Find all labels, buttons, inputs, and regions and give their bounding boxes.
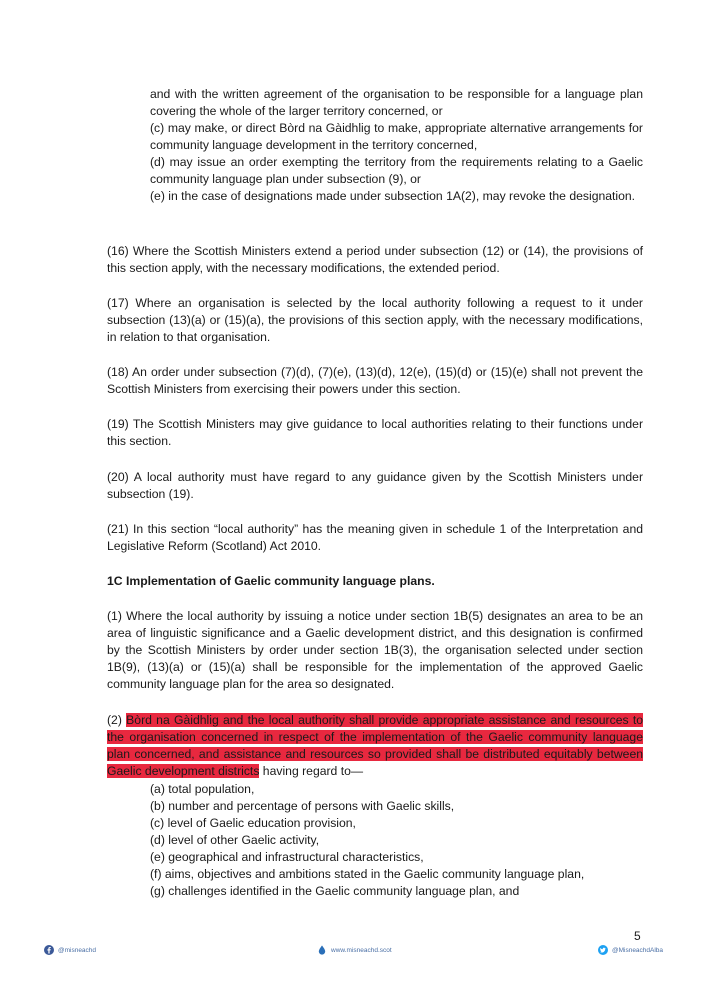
footer-facebook[interactable] [44, 945, 96, 955]
water-drop-icon [317, 945, 327, 955]
paragraph-19: (19) The Scottish Ministers may give guidance to local authorities relating to their functions under this section. [107, 417, 643, 448]
twitter-icon [598, 945, 608, 955]
criteria-list [150, 781, 643, 900]
list-item-d: (d) may issue an order exempting the territory from the requirements relating to a Gaelic community language plan under subsection (9), or [150, 155, 643, 186]
paragraph-number: (2) [107, 713, 127, 727]
paragraph-20: (20) A local authority must have regard to any guidance given by the Scottish Ministers under subsection (19). [107, 470, 643, 501]
block-15-continuation [150, 86, 643, 205]
footer-twitter-label: @MisneachdAlba [612, 946, 664, 954]
criteria-item-g: (g) challenges identified in the Gaelic community language plan, and [150, 884, 520, 898]
page-number: 5 [634, 929, 641, 943]
paragraph-16: (16) Where the Scottish Ministers extend a period under subsection (12) or (14), the provisions of this section apply, with the necessary modifications, the extended period. [107, 244, 643, 275]
footer-website[interactable] [317, 945, 392, 955]
paragraph-18: (18) An order under subsection (7)(d), (7)(e), (13)(d), 12(e), (15)(d) or (15)(e) shall not prevent the Scottish Ministers from exercising their powers under this section. [107, 365, 643, 396]
criteria-item-e: (e) geographical and infrastructural characteristics, [150, 850, 424, 864]
text-line-continuation: and with the written agreement of the organisation to be responsible for a language plan covering the whole of the larger territory concerned, or [150, 87, 643, 118]
criteria-item-f: (f) aims, objectives and ambitions stated in the Gaelic community language plan, [150, 867, 585, 881]
paragraph-rest: having regard to— [259, 764, 364, 778]
criteria-item-d: (d) level of other Gaelic activity, [150, 833, 320, 847]
criteria-item-b: (b) number and percentage of persons with Gaelic skills, [150, 799, 455, 813]
paragraph-17: (17) Where an organisation is selected by the local authority following a request to it under subsection (13)(a) or (15)(a), the provisions of this section apply, with the necessary modifications, in relation to that organisation. [107, 296, 643, 344]
list-item-c: (c) may make, or direct Bòrd na Gàidhlig to make, appropriate alternative arrangements for community language development in the territory concerned, [150, 121, 643, 152]
footer-facebook-label: @misneachd [58, 946, 97, 954]
paragraph-1c-2 [107, 712, 643, 780]
facebook-icon [44, 945, 54, 955]
section-heading-1c: 1C Implementation of Gaelic community language plans. [107, 574, 435, 588]
paragraph-21: (21) In this section “local authority” has the meaning given in schedule 1 of the Interpretation and Legislative Reform (Scotland) Act 2010. [107, 522, 643, 553]
criteria-item-c: (c) level of Gaelic education provision, [150, 816, 356, 830]
highlighted-text: Bòrd na Gàidhlig and the local authority shall provide appropriate assistance and resources to the organisation concerned in respect of the implementation of the Gaelic community language plan concerned, and assistance and resources so provided shall be distributed equitably between Gaelic development districts [107, 713, 643, 778]
paragraph-1c-1: (1) Where the local authority by issuing a notice under section 1B(5) designates an area to be an area of linguistic significance and a Gaelic development district, and this designation is confirmed by the Scottish Ministers by order under section 1B(3), the organisation selected under section 1B(9), (13)(a) or (15)(a) shall be responsible for the implementation of the approved Gaelic community language plan for the area so designated. [107, 609, 643, 691]
footer-twitter[interactable] [598, 945, 663, 955]
footer-website-label: www.misneachd.scot [331, 946, 392, 954]
list-item-e: (e) in the case of designations made under subsection 1A(2), may revoke the designation. [150, 189, 636, 203]
criteria-item-a: (a) total population, [150, 782, 255, 796]
